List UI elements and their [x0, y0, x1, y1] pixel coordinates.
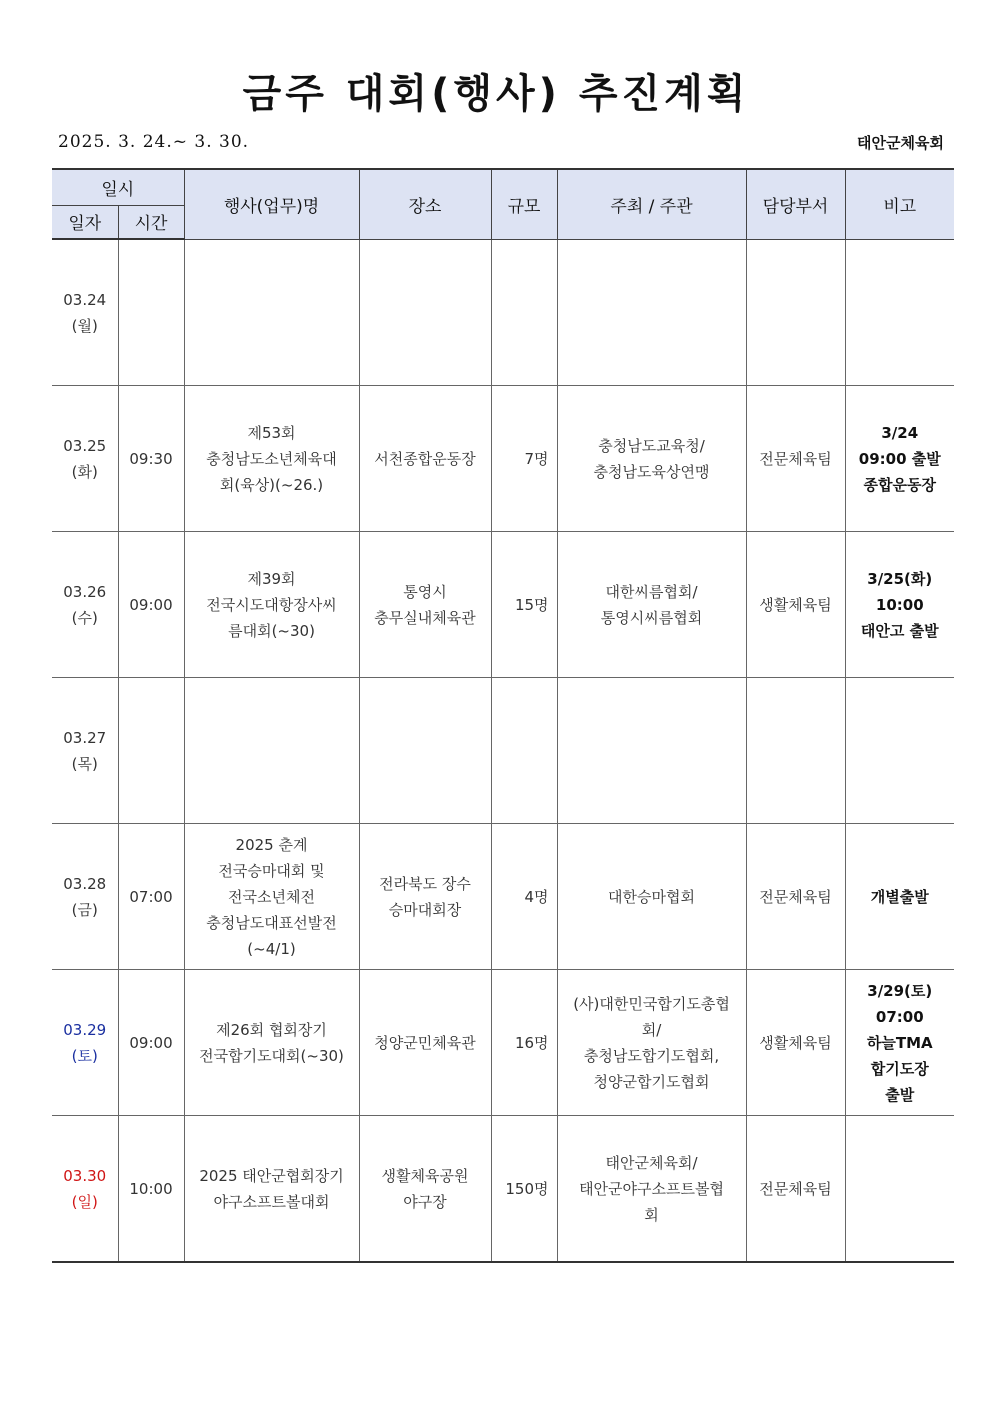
place-cell [359, 239, 491, 386]
time-cell [118, 970, 184, 1116]
date-cell [52, 678, 118, 824]
header-datetime: 일시 [52, 169, 184, 205]
date-cell [52, 824, 118, 970]
note-line: 하늘TMA [866, 1033, 933, 1052]
place-line: 충무실내체육관 [374, 608, 476, 627]
dept-cell [746, 532, 845, 678]
note-cell [845, 239, 954, 386]
place-cell [359, 970, 491, 1116]
schedule-table [52, 168, 954, 1263]
scale-value: 150명 [505, 1179, 549, 1198]
event-line: 전국승마대회 및 [218, 861, 325, 880]
table-row [52, 1116, 954, 1263]
place-cell [359, 824, 491, 970]
event-line: 전국시도대항장사씨 [206, 595, 337, 614]
note-cell [845, 678, 954, 824]
event-cell [184, 824, 359, 970]
dept-cell [746, 239, 845, 386]
table-row [52, 239, 954, 386]
note-line: 10:00 [875, 595, 924, 614]
scale-value: 4명 [524, 887, 549, 906]
host-line: 대한승마협회 [608, 887, 695, 906]
header-event: 행사(업무)명 [184, 169, 359, 239]
day-value: (월) [71, 316, 98, 335]
event-cell [184, 532, 359, 678]
time-cell [118, 386, 184, 532]
host-cell [557, 678, 746, 824]
time-cell [118, 532, 184, 678]
day-value: (토) [71, 1046, 98, 1065]
event-line: 충청남도소년체육대 [206, 449, 337, 468]
scale-cell [491, 532, 557, 678]
host-line: 태안군체육회/ [605, 1153, 698, 1172]
note-line: 3/24 [881, 423, 919, 442]
host-line: 대한씨름협회/ [605, 582, 698, 601]
host-cell [557, 386, 746, 532]
event-cell [184, 970, 359, 1116]
host-line: 충청남도육상연맹 [593, 462, 710, 481]
scale-value: 7명 [524, 449, 549, 468]
date-cell [52, 1116, 118, 1263]
date-value: 03.30 [63, 1166, 107, 1185]
table-row [52, 386, 954, 532]
date-value: 03.26 [63, 582, 107, 601]
scale-value: 16명 [514, 1033, 549, 1052]
note-line: 3/25(화) [867, 569, 933, 588]
time-value: 09:30 [129, 449, 173, 468]
header-host: 주최 / 주관 [557, 169, 746, 239]
time-cell [118, 678, 184, 824]
event-cell [184, 386, 359, 532]
host-line: 태안군야구소프트볼협 [579, 1179, 724, 1198]
note-cell [845, 532, 954, 678]
dept-value: 생활체육팀 [759, 595, 832, 614]
time-cell [118, 239, 184, 386]
host-line: 통영시씨름협회 [600, 608, 703, 627]
event-line: 전국소년체전 [228, 887, 315, 906]
header-time: 시간 [118, 205, 184, 239]
header-place: 장소 [359, 169, 491, 239]
scale-cell [491, 970, 557, 1116]
page-title: 금주 대회(행사) 추진계획 [242, 71, 750, 117]
place-cell [359, 1116, 491, 1263]
scale-cell [491, 678, 557, 824]
date-value: 03.27 [63, 728, 107, 747]
place-line: 전라북도 장수 [379, 874, 471, 893]
dept-cell [746, 824, 845, 970]
date-cell [52, 532, 118, 678]
dept-cell [746, 970, 845, 1116]
event-cell [184, 678, 359, 824]
note-line: 07:00 [875, 1007, 924, 1026]
event-line: (~4/1) [247, 939, 296, 958]
event-line: 전국합기도대회(~30) [199, 1046, 344, 1065]
table-row [52, 970, 954, 1116]
host-line: 청양군합기도협회 [593, 1072, 710, 1091]
date-value: 03.28 [63, 874, 107, 893]
note-cell [845, 824, 954, 970]
day-value: (수) [71, 608, 98, 627]
event-line: 야구소프트볼대회 [213, 1192, 330, 1211]
place-line: 통영시 [403, 582, 447, 601]
place-line: 생활체육공원 [381, 1166, 469, 1185]
time-value: 10:00 [129, 1179, 173, 1198]
note-line: 09:00 출발 [858, 449, 941, 468]
host-line: 충청남도교육청/ [598, 436, 705, 455]
day-value: (금) [71, 900, 98, 919]
period-text: 2025. 3. 24.~ 3. 30. [58, 132, 250, 152]
date-value: 03.29 [63, 1020, 107, 1039]
header-scale: 규모 [491, 169, 557, 239]
event-cell [184, 1116, 359, 1263]
date-value: 03.24 [63, 290, 107, 309]
date-cell [52, 386, 118, 532]
time-cell [118, 1116, 184, 1263]
dept-value: 전문체육팀 [759, 449, 832, 468]
note-line: 출발 [885, 1085, 915, 1104]
organization-name: 태안군체육회 [857, 134, 944, 152]
note-line: 개별출발 [870, 887, 929, 906]
event-line: 제53회 [247, 423, 296, 442]
note-cell [845, 1116, 954, 1263]
dept-cell [746, 386, 845, 532]
event-line: 회(육상)(~26.) [219, 475, 324, 494]
scale-cell [491, 386, 557, 532]
table-row [52, 824, 954, 970]
day-value: (일) [71, 1192, 98, 1211]
note-line: 태안고 출발 [860, 621, 939, 640]
note-line: 3/29(토) [867, 981, 933, 1000]
host-cell [557, 532, 746, 678]
place-cell [359, 532, 491, 678]
event-line: 제39회 [247, 569, 296, 588]
note-cell [845, 386, 954, 532]
event-line: 름대회(~30) [228, 621, 315, 640]
place-line: 서천종합운동장 [374, 449, 476, 468]
dept-cell [746, 1116, 845, 1263]
note-cell [845, 970, 954, 1116]
host-line: 회 [644, 1205, 659, 1224]
host-line: 회/ [641, 1020, 662, 1039]
date-cell [52, 239, 118, 386]
host-cell [557, 239, 746, 386]
day-value: (목) [71, 754, 98, 773]
place-line: 승마대회장 [388, 900, 462, 919]
scale-cell [491, 1116, 557, 1263]
date-cell [52, 970, 118, 1116]
host-line: (사)대한민국합기도총협 [573, 994, 730, 1013]
host-cell [557, 824, 746, 970]
place-cell [359, 386, 491, 532]
event-line: 2025 춘계 [235, 835, 308, 854]
host-cell [557, 1116, 746, 1263]
note-line: 종합운동장 [863, 475, 936, 494]
time-cell [118, 824, 184, 970]
header-note: 비고 [845, 169, 954, 239]
table-row [52, 678, 954, 824]
dept-value: 전문체육팀 [759, 1179, 832, 1198]
event-line: 제26회 협회장기 [216, 1020, 327, 1039]
note-line: 합기도장 [870, 1059, 929, 1078]
time-value: 07:00 [129, 887, 173, 906]
day-value: (화) [71, 462, 98, 481]
event-line: 충청남도대표선발전 [206, 913, 337, 932]
host-line: 충청남도합기도협회, [583, 1046, 720, 1065]
time-value: 09:00 [129, 1033, 173, 1052]
scale-cell [491, 239, 557, 386]
scale-value: 15명 [514, 595, 549, 614]
dept-cell [746, 678, 845, 824]
event-cell [184, 239, 359, 386]
dept-value: 생활체육팀 [759, 1033, 832, 1052]
time-value: 09:00 [129, 595, 173, 614]
host-cell [557, 970, 746, 1116]
place-cell [359, 678, 491, 824]
place-line: 청양군민체육관 [374, 1033, 476, 1052]
header-date: 일자 [52, 205, 118, 239]
place-line: 야구장 [403, 1192, 447, 1211]
event-line: 2025 태안군협회장기 [199, 1166, 344, 1185]
header-dept: 담당부서 [746, 169, 845, 239]
date-value: 03.25 [63, 436, 107, 455]
table-row [52, 532, 954, 678]
scale-cell [491, 824, 557, 970]
dept-value: 전문체육팀 [759, 887, 832, 906]
